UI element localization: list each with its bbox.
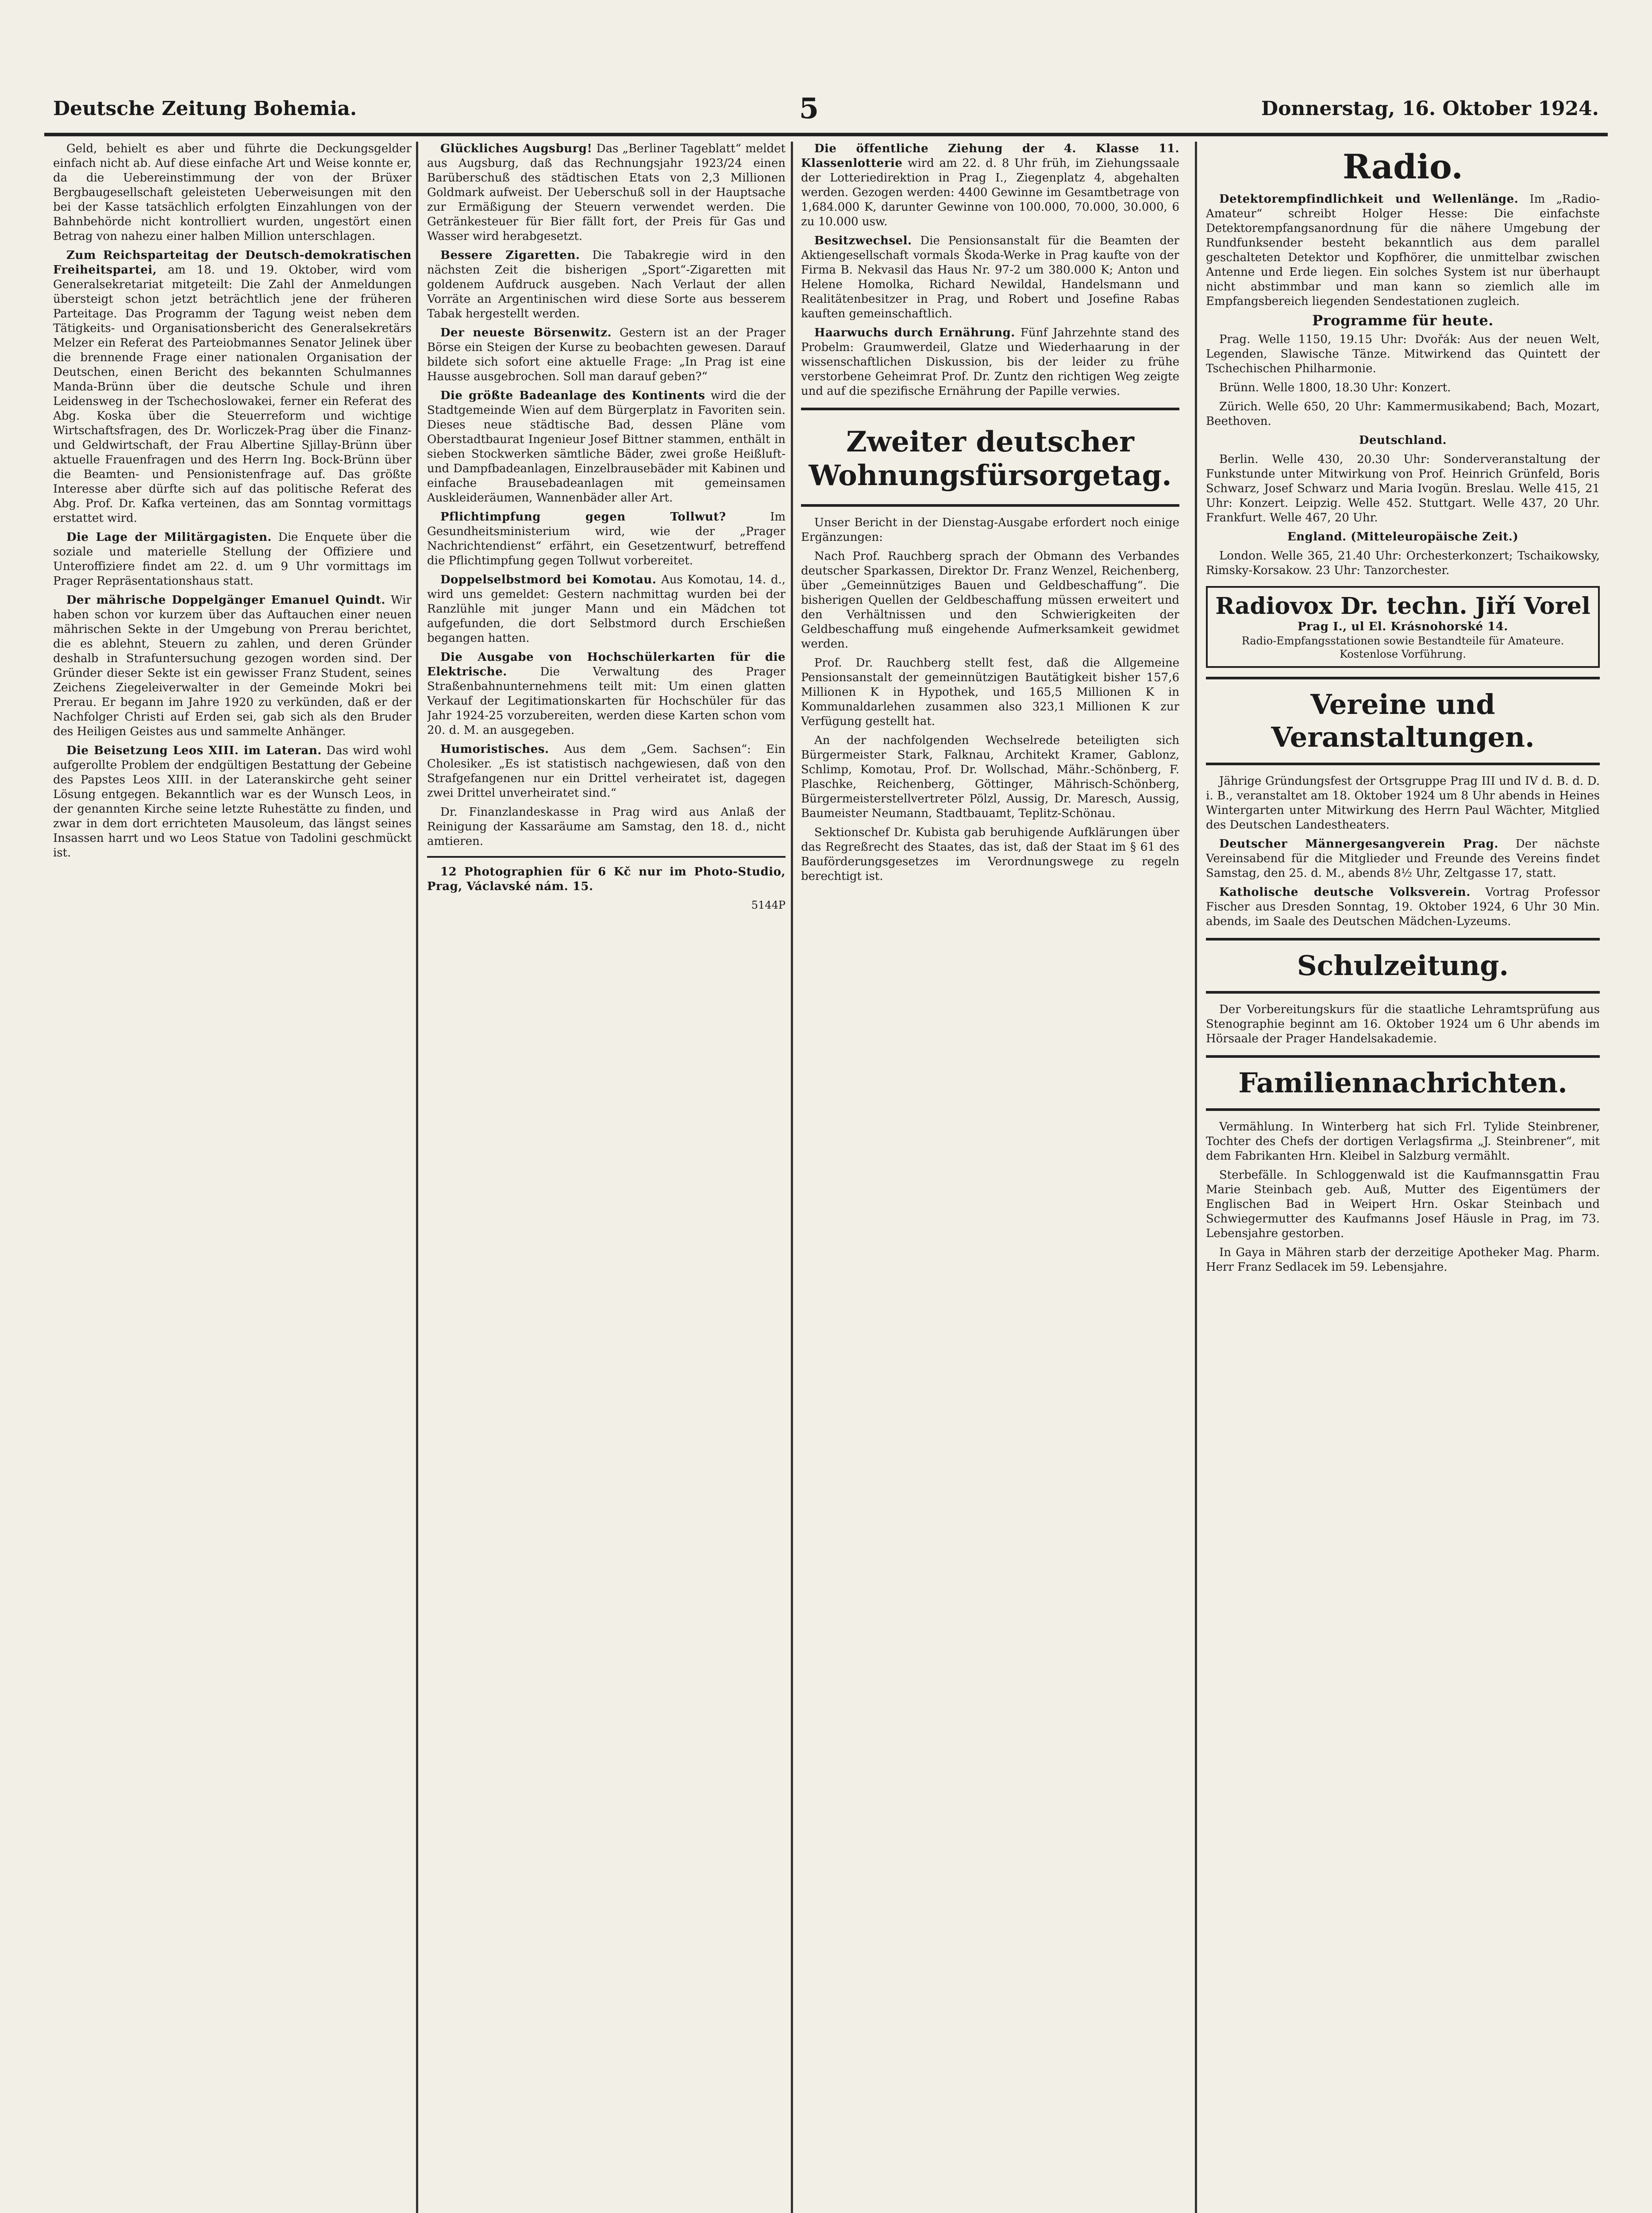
article-heading: Pflichtimpfung gegen Tollwut? bbox=[440, 510, 726, 524]
program-entry: London. Welle 365, 21.40 Uhr: Orchesterkonzert; Tschaikowsky, Rimsky-Korsakow. 23 Uhr: Tanzorchester. bbox=[1206, 549, 1600, 577]
article-body: Das wird wohl aufgerollte Problem der endgültigen Bestattung der Gebeine des Papstes Leos XIII. in der Lateranskirche geht seiner Lösung entgegen. Bekanntlich war es der Wunsch Leos, in der genannten Kirche seine letzte Ruhestätte zu finden, und zwar in dem dort errichteten Mausoleum, das längst seines Insassen harrt und wo Leos Statue von Tadolini geschmückt ist. bbox=[53, 744, 412, 860]
column-divider bbox=[791, 142, 793, 2213]
article-text bbox=[1206, 885, 1600, 929]
subsection-heading: Deutschland. bbox=[1359, 434, 1447, 447]
article-heading: Die öffentliche Ziehung der 4. Klasse 11. Klassenlotterie bbox=[801, 142, 1179, 170]
article-body: Gestern ist an der Prager Börse ein Steigen der Kurse zu beobachten gewesen. Darauf bildete sich sofort eine aktuelle Frage: „In Prag ist eine Hausse ausgebrochen. Soll man darauf geben?“ bbox=[427, 326, 786, 383]
article-body: Aus Komotau, 14. d., wird uns gemeldet: Gestern nachmittag wurden bei der Ranzlühle mit junger Mann und ein Mädchen tot aufgefunden, die dort Selbstmord durch Erschießen begangen hatten. bbox=[427, 573, 786, 645]
column-2 bbox=[427, 142, 786, 2213]
article-text bbox=[427, 650, 786, 738]
article-heading: Bessere Zigaretten. bbox=[440, 249, 580, 262]
section-box bbox=[1206, 677, 1600, 765]
article-body: Wir haben schon vor kurzem über das Auftauchen einer neuen mährischen Sekte in der Umgebung von Prerau berichtet, die es ablehnt, Steuern zu zahlen, und deren Gründer deshalb in Strafuntersuchung gezogen worden sind. Der Gründer dieser Sekte ist ein gewisser Franz Student, seines Zeichens Ziegeleiverwalter in der Gemeinde Mokri bei Prerau. Er begann im Jahre 1920 zu verkünden, daß er der Nachfolger Christi auf Erden sei, gab sich als den Bruder des Heiligen Geistes aus und sammelte Anhänger. bbox=[53, 594, 412, 738]
article-body: Die Verwaltung des Prager Straßenbahnunternehmens teilt mit: Um einen glatten Verkauf der Legitimationskarten für Hochschüler für das Jahr 1924-25 vorzubereiten, werden diese Karten schon vom 20. d. M. an ausgegeben. bbox=[427, 665, 786, 737]
article-heading: Die größte Badeanlage des Kontinents bbox=[440, 389, 705, 402]
article-text: Der Vorbereitungskurs für die staatliche Lehramtsprüfung aus Stenographie beginnt am 16. Oktober 1924 um 6 Uhr abends im Hörsaale der Prager Handelsakademie. bbox=[1206, 1003, 1600, 1045]
article-text: Nach Prof. Rauchberg sprach der Obmann des Verbandes deutscher Sparkassen, Direktor Dr. Franz Wenzel, Reichenberg, über „Gemeinnütziges Bauen und Geldbeschaffung“. Die bisherigen Quellen der Geldbeschaffung müssen erweitert und den Verhältnissen und den Schwierigkeiten der Geldbeschaffung muß eingehende Aufmerksamkeit gewidmet werden. bbox=[801, 550, 1179, 651]
article-text: Sterbefälle. In Schloggenwald ist die Kaufmannsgattin Frau Marie Steinbach geb. Auß, Mutter des Eigentümers der Englischen Bad in Weipert Hrn. Oskar Steinbach und Schwiegermutter des Kaufmanns Josef Häusle in Prag, im 73. Lebensjahre gestorben. bbox=[1206, 1168, 1600, 1240]
article-text bbox=[1206, 192, 1600, 309]
ad-address: Prag I., ul El. Krásnohorské 14. bbox=[1298, 620, 1508, 633]
article-heading: Detektorempfindlichkeit und Wellenlänge. bbox=[1219, 193, 1519, 206]
radiovox-ad bbox=[1206, 586, 1600, 668]
article-text bbox=[1206, 837, 1600, 881]
article-body: Vortrag Professor Fischer aus Dresden Sonntag, 19. Oktober 1924, 6 Uhr 30 Min. abends, im Saale des Deutschen Mädchen-Lyzeums. bbox=[1206, 886, 1600, 928]
section-title-vereine: Vereine und Veranstaltungen. bbox=[1271, 688, 1535, 753]
section-title-schulzeitung: Schulzeitung. bbox=[1297, 949, 1509, 982]
article-text: Sektionschef Dr. Kubista gab beruhigende Aufklärungen über das Regreßrecht des Staates, das ist, daß der Staat im § 61 des Bauförderungsgesetzes im Verordnungswege zu regeln berechtigt ist. bbox=[801, 826, 1179, 883]
article-body: Im „Radio-Amateur“ schreibt Holger Hesse: Die einfachste Detektorempfangsanordnung für die nähere Umgebung der Rundfunksender besteht bekanntlich aus dem parallel geschalteten Detektor und Kopfhörer, die unmittelbar zwischen Antenne und Erde liegen. Ein solches System ist nur überhaupt nicht abstimmbar und man kann so ziemlich alle im Empfangsbereich liegenden Sendestationen zugleich. bbox=[1206, 193, 1600, 308]
article-heading: Humoristisches. bbox=[440, 743, 549, 756]
program-entry: Zürich. Welle 650, 20 Uhr: Kammermusikabend; Bach, Mozart, Beethoven. bbox=[1206, 400, 1600, 428]
article-text bbox=[53, 593, 412, 739]
photo-studio-ad: 12 Photographien für 6 Kč nur im Photo-Studio, Prag, Václavské nám. 15. bbox=[427, 865, 786, 893]
article-text bbox=[801, 142, 1179, 229]
article-text: An der nachfolgenden Wechselrede beteiligten sich Bürgermeister Stark, Falknau, Architekt Kramer, Gablonz, Schlimp, Komotau, Prof. Dr. Wollschad, Mähr.-Schönberg, F. Plaschke, Reichenberg, Göttinger, Mährisch-Schönberg, Bürgermeisterstellvertreter Pölzl, Aussig, Dr. Maresch, Aussig, Baumeister Neumann, Stadtbauamt, Teplitz-Schönau. bbox=[801, 734, 1179, 820]
article-text bbox=[427, 510, 786, 568]
article-heading: Katholische deutsche Volksverein. bbox=[1219, 886, 1471, 899]
article-heading: Die Ausgabe von Hochschülerkarten für die Elektrische. bbox=[427, 651, 786, 679]
article-heading: Die Beisetzung Leos XIII. im Lateran. bbox=[66, 744, 322, 757]
ad-text: Radio-Empfangsstationen sowie Bestandteile für Amateure. Kostenlose Vorführung. bbox=[1241, 635, 1564, 660]
article-heading: Doppelselbstmord bei Komotau. bbox=[440, 573, 657, 586]
article-text: Unser Bericht in der Dienstag-Ausgabe erfordert noch einige Ergänzungen: bbox=[801, 516, 1179, 544]
article-body: Fünf Jahrzehnte stand des Probelm: Graumwerdeil, Glatze und Wiederhaarung in der wissenschaftlichen Diskussion, bis der leider zu frühe verstorbene Geheimrat Prof. Dr. Zuntz den richtigen Weg zeigte und auf die spezifische Ernährung der Papille verwies. bbox=[801, 326, 1179, 398]
headline-box bbox=[801, 408, 1179, 507]
article-text: Vermählung. In Winterberg hat sich Frl. Tylide Steinbrener, Tochter des Chefs der dortigen Verlagsfirma „J. Steinbrener“, mit dem Fabrikanten Hrn. Kleibel in Salzburg vermählt. bbox=[1206, 1120, 1600, 1163]
article-body: Das „Berliner Tageblatt“ meldet aus Augsburg, daß das Rechnungsjahr 1923/24 einen Barüberschuß des städtischen Etats von 2,3 Millionen Goldmark aufweist. Der Ueberschuß soll in der Hauptsache zur Ermäßigung der Steuern verwendet werden. Die Getränkesteuer für Bier fällt fort, der Preis für Gas und Wasser wird herabgesetzt. bbox=[427, 142, 786, 243]
issue-date: Donnerstag, 16. Oktober 1924. bbox=[1261, 97, 1599, 120]
article-text: Geld, behielt es aber und führte die Deckungsgelder einfach nicht ab. Auf diese einfache Art und Weise konnte er, da die Uebereinstimmung der von der Brüxer Bergbaugesellschaft geleisteten Ueberweisungen mit den bei der Kasse tatsächlich erfolgten Einzahlungen von der Bahnbehörde nicht kontrolliert wurden, ungestört einen Betrag von nahezu einer halben Million unterschlagen. bbox=[53, 142, 412, 243]
page-number: 5 bbox=[799, 92, 819, 125]
article-text bbox=[427, 573, 786, 646]
article-body: Der nächste Vereinsabend für die Mitglieder und Freunde des Vereins findet Samstag, den 25. d. M., abends 8½ Uhr, Zeltgasse 17, statt. bbox=[1206, 837, 1600, 880]
article-heading: Glückliches Augsburg! bbox=[440, 142, 593, 155]
article-body: Aus dem „Gem. Sachsen“: Ein Cholesiker. „Es ist statistisch nachgewiesen, daß von den Strafgefangenen nur ein Drittel verheiratet ist, dagegen zwei Drittel unverheiratet sind.“ bbox=[427, 743, 786, 800]
article-text bbox=[53, 248, 412, 526]
article-heading: Der mährische Doppelgänger Emanuel Quindt. bbox=[66, 594, 385, 607]
column-divider bbox=[1195, 142, 1197, 2213]
article-body: Die Enquete über die soziale und materielle Stellung der Offiziere und Unteroffiziere findet am 22. d. um 9 Uhr vormittags im Prager Repräsentationshaus statt. bbox=[53, 531, 412, 588]
article-body: Die Tabakregie wird in den nächsten Zeit die bisherigen „Sport“-Zigaretten mit goldenem Aufdruck ausgeben. Nach Verlaut der allen Vorräte an Argentinischen wird diese Sorte aus besserem Tabak hergestellt werden. bbox=[427, 249, 786, 320]
divider bbox=[427, 856, 786, 858]
ad-title: Radiovox Dr. techn. Jiří Vorel bbox=[1215, 593, 1590, 620]
article-heading: Zum Reichsparteitag der Deutsch-demokratischen Freiheitspartei, bbox=[53, 249, 412, 277]
article-text: In Gaya in Mähren starb der derzeitige Apotheker Mag. Pharm. Herr Franz Sedlacek im 59. Lebensjahre. bbox=[1206, 1246, 1600, 1274]
article-text: Jährige Gründungsfest der Ortsgruppe Prag III und IV d. B. d. D. i. B., veranstaltet am 18. Oktober 1924 um 8 Uhr abends in Heines Wintergarten unter Mitwirkung des Herrn Paul Wächter, Mitglied des Deutschen Landestheaters. bbox=[1206, 775, 1600, 832]
article-heading: Der neueste Börsenwitz. bbox=[440, 326, 612, 339]
ad-code: 5144P bbox=[751, 899, 786, 911]
masthead: Deutsche Zeitung Bohemia. bbox=[53, 97, 357, 120]
article-text bbox=[427, 142, 786, 244]
article-text bbox=[427, 389, 786, 505]
article-body: wird am 22. d. 8 Uhr früh, im Ziehungssaale der Lotteriedirektion in Prag I., Ziegenplatz 4, abgehalten werden. Gezogen werden: 4400 Gewinne im Gesamtbetrage von 1,684.000 K, darunter Gewinne von 100.000, 70.000, 30.000, 6 zu 10.000 usw. bbox=[801, 157, 1179, 228]
article-text bbox=[427, 326, 786, 384]
column-divider bbox=[416, 142, 418, 2213]
page-header bbox=[53, 93, 1599, 124]
article-text: Dr. Finanzlandeskasse in Prag wird aus Anlaß der Reinigung der Kassaräume am Samstag, den 18. d., nicht amtieren. bbox=[427, 806, 786, 848]
program-entry: Brünn. Welle 1800, 18.30 Uhr: Konzert. bbox=[1219, 381, 1451, 394]
program-entry: Berlin. Welle 430, 20.30 Uhr: Sonderveranstaltung der Funkstunde unter Mitwirkung von Prof. Heinrich Grünfeld, Boris Schwarz, Josef Schwarz und Maria Ivogün. Breslau. Welle 415, 21 Uhr: Konzert. Leipzig. Welle 452. Stuttgart. Welle 437, 20 Uhr. Frankfurt. Welle 467, 20 Uhr. bbox=[1206, 453, 1600, 524]
article-body: wird die der Stadtgemeinde Wien auf dem Bürgerplatz in Favoriten sein. Dieses neue städtische Bad, dessen Pläne vom Oberstadtbaurat Ingenieur Josef Bittner stammen, enthält in sieben Stockwerken sämtliche Bäder, zwei große Heißluft- und Dampfbadeanlagen, Einzelbrausebäder mit Kabinen und einfache Brausebadeanlagen mit gemeinsamen Auskleideräumen, Wannenbäder aller Art. bbox=[427, 389, 786, 505]
program-entry: Prag. Welle 1150, 19.15 Uhr: Dvořák: Aus der neuen Welt, Legenden, Slawische Tänze. Mitwirkend das Quintett der Tschechischen Philharmonie. bbox=[1206, 333, 1600, 375]
column-3 bbox=[801, 142, 1179, 2213]
article-text bbox=[801, 234, 1179, 321]
header-rule bbox=[44, 133, 1608, 136]
column-1 bbox=[53, 142, 412, 2213]
section-box bbox=[1206, 1055, 1600, 1111]
subsection-heading: Programme für heute. bbox=[1312, 312, 1494, 329]
section-box bbox=[1206, 938, 1600, 994]
article-text bbox=[427, 248, 786, 321]
article-text bbox=[53, 530, 412, 589]
section-title-familiennachrichten: Familiennachrichten. bbox=[1238, 1067, 1567, 1099]
article-text bbox=[427, 742, 786, 801]
subsection-heading: England. (Mitteleuropäische Zeit.) bbox=[1287, 530, 1519, 544]
column-4 bbox=[1206, 142, 1600, 2213]
article-body: Die Pensionsanstalt für die Beamten der Aktiengesellschaft vormals Škoda-Werke in Prag kaufte von der Firma B. Nekvasil das Haus Nr. 97-2 um 380.000 K; Anton und Helene Homolka, Richard Newildal, Handelsmann und Realitätenbesitzer in Prag, und Robert und Josefine Rabas kauften gemeinschaftlich. bbox=[801, 234, 1179, 320]
article-body: am 18. und 19. Oktober, wird vom Generalsekretariat mitgeteilt: Die Zahl der Anmeldungen übersteigt schon jetzt beträchtlich jene der früheren Parteitage. Das Programm der Tagung weist neben dem Tätigkeits- und Organisationsbericht des Generalsekretärs Melzer ein Referat des Parteiobmannes Senator Jelinek über die brennende Frage einer nationalen Organisation der Deutschen, einen Bericht des bekannten Schulmannes Manda-Brünn über die deutsche Schule und ihren Leidensweg in der Tschechoslowakei, ferner ein Referat des Abg. Koska über die Steuerreform und wichtige Wirtschaftsfragen, des Dr. Worliczek-Prag über die Finanz- und Geldwirtschaft, der Frau Albertine Sjillay-Brünn über aktuelle Frauenfragen und des Herrn Ing. Bock-Brünn über die Beamten- und Pensionistenfrage auf. Das größte Interesse aber dürfte sich auf das politische Referat des Abg. Prof. Dr. Kafka verteinen, das am Sonntag vormittags erstattet wird. bbox=[53, 263, 412, 525]
article-text: Prof. Dr. Rauchberg stellt fest, daß die Allgemeine Pensionsanstalt der gemeinnützigen Bautätigkeit bisher 157,6 Millionen K in Hypothek, und 165,5 Millionen K in Kommunaldarlehen zusammen also 323,1 Millionen K zur Verfügung gestellt hat. bbox=[801, 656, 1179, 728]
article-heading: Die Lage der Militärgagisten. bbox=[66, 531, 272, 544]
section-title-radio: Radio. bbox=[1343, 147, 1463, 186]
article-heading: Besitzwechsel. bbox=[814, 234, 912, 247]
article-headline: Zweiter deutscher Wohnungsfürsorgetag. bbox=[809, 425, 1172, 492]
article-body: Im Gesundheitsministerium wird, wie der „Prager Nachrichtendienst“ erfährt, ein Gesetzentwurf, betreffend die Pflichtimpfung gegen Tollwut vorbereitet. bbox=[427, 510, 786, 567]
article-heading: Deutscher Männergesangverein Prag. bbox=[1219, 837, 1498, 851]
article-text bbox=[53, 744, 412, 860]
article-text bbox=[801, 326, 1179, 399]
article-heading: Haarwuchs durch Ernährung. bbox=[814, 326, 1015, 339]
